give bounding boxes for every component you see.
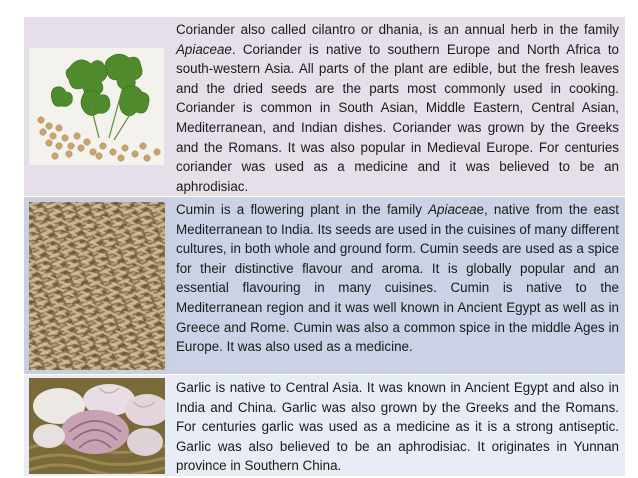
herbs-table	[24, 17, 625, 477]
cumin-seeds-photo	[29, 202, 165, 370]
table-row-cumin	[24, 197, 625, 375]
garlic-description: Garlic is native to Central Asia. It was known in Ancient Egypt and also in India and China. Garlic was also grown by the Greeks and the Romans. For centuries garlic was used as a medicine as it is a strong antiseptic. Garlic was also believed to be an aphrodisiac. It originates in Yunnan province in Southern China.	[169, 375, 625, 476]
table-row-coriander	[24, 17, 625, 197]
garlic-bulbs-photo	[29, 378, 165, 474]
coriander-family-name: Apiaceae	[176, 41, 232, 57]
coriander-text-start: Coriander also called cilantro or dhania, is an annual herb in the family	[176, 22, 619, 37]
cumin-image-cell	[24, 197, 169, 374]
coriander-image-cell	[24, 17, 169, 196]
garlic-image-cell	[24, 375, 169, 476]
coriander-photo	[29, 48, 164, 165]
coriander-description	[169, 17, 625, 196]
cumin-text-start: Cumin is a flowering plant in the family	[176, 202, 429, 217]
table-row-garlic	[24, 375, 625, 477]
cumin-text-end: e, native from the east Mediterranean to India. Its seeds are used in the cuisines of many different cultures, in both whole and ground form. Cumin seeds are used as a spice for their distinctive flavour and aroma. It is globally popular and an essential flavouring in many cuisines. Cumin is native to the Mediterranean region and it was well known in Ancient Egypt as well as in Greece and Rome. Cumin was also a common spice in the middle Ages in Europe. It was also used as a medicine.	[176, 202, 619, 355]
cumin-family-name: Apiacea	[428, 202, 477, 217]
coriander-text-end: . Coriander is native to southern Europe and North Africa to south-western Asia. All parts of the plant are edible, but the fresh leaves and the dried seeds are the parts most commonly used in cooking. Coriander is common in South Asian, Middle Eastern, Central Asian, Mediterranean, and Indian dishes. Coriander was grown by the Greeks and the Romans. It was also popular in Medieval Europe. For centuries coriander was used as a medicine and it was believed to be an aphrodisiac.	[176, 41, 619, 194]
cumin-description	[169, 197, 625, 374]
